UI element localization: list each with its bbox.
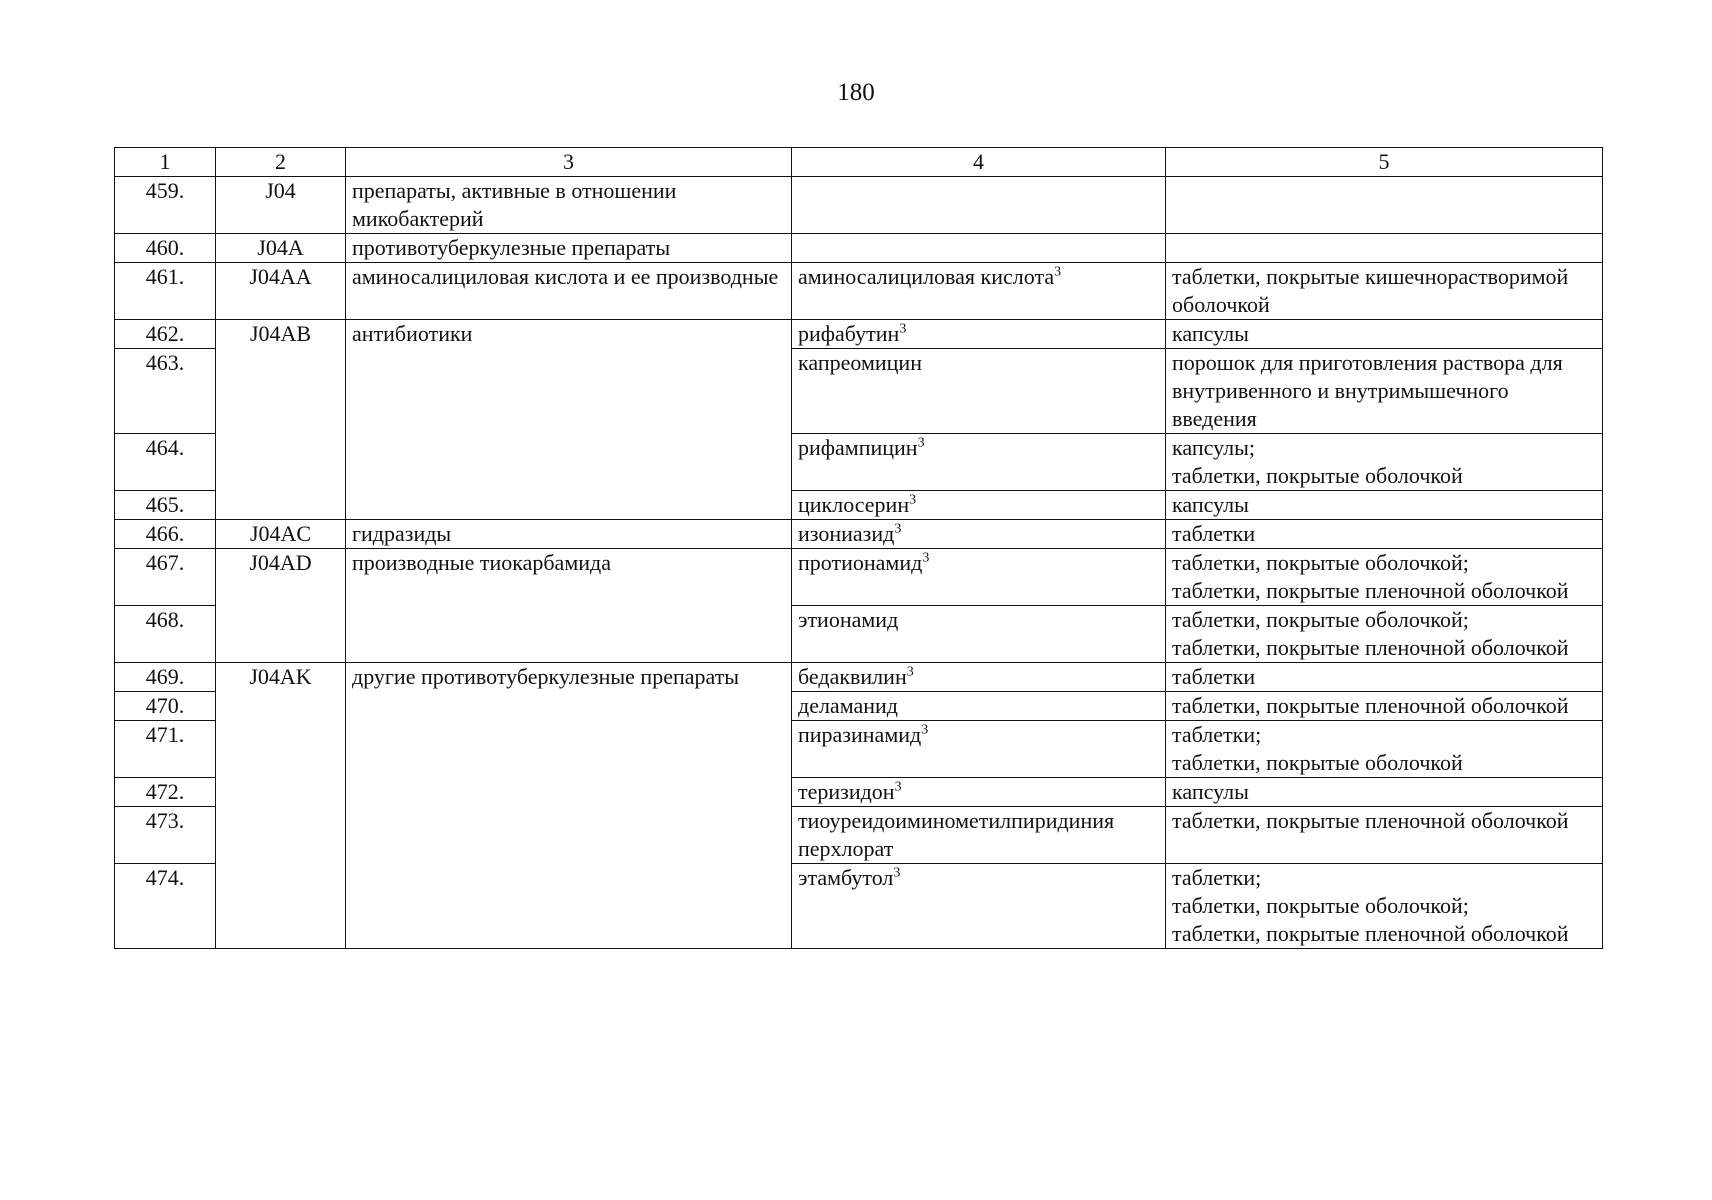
dosage-form-line: таблетки, покрытые оболочкой; <box>1172 607 1469 632</box>
column-header-5: 5 <box>1166 148 1603 177</box>
atc-group-name: антибиотики <box>346 320 792 520</box>
header-row <box>115 148 1603 177</box>
drug-name <box>792 549 1166 606</box>
dosage-form-line: таблетки, покрытые пленочной оболочкой <box>1172 693 1569 718</box>
atc-code: J04A <box>216 234 346 263</box>
dosage-form-line: капсулы <box>1172 779 1249 804</box>
dosage-form-line: капсулы; <box>1172 435 1255 460</box>
footnote-marker: 3 <box>893 865 901 881</box>
row-number: 470. <box>115 692 216 721</box>
atc-code: J04AB <box>216 320 346 520</box>
dosage-forms <box>1166 320 1603 349</box>
drug-name <box>792 520 1166 549</box>
footnote-marker: 3 <box>1054 264 1062 280</box>
dosage-forms <box>1166 520 1603 549</box>
dosage-form-line: таблетки, покрытые пленочной оболочкой <box>1172 808 1569 833</box>
table-body <box>115 177 1603 949</box>
atc-code: J04AC <box>216 520 346 549</box>
dosage-form-line: таблетки <box>1172 521 1256 546</box>
column-header-3: 3 <box>346 148 792 177</box>
dosage-forms <box>1166 864 1603 949</box>
dosage-forms <box>1166 549 1603 606</box>
drug-name-text: этамбутол <box>798 865 894 890</box>
dosage-form-line: порошок для приготовления раствора для внутривенного и внутримышечного введения <box>1172 350 1563 431</box>
table-header <box>115 148 1603 177</box>
dosage-forms <box>1166 491 1603 520</box>
column-header-1: 1 <box>115 148 216 177</box>
dosage-form-line: таблетки, покрытые оболочкой <box>1172 463 1463 488</box>
drug-name <box>792 434 1166 491</box>
drug-name <box>792 263 1166 320</box>
atc-code: J04AA <box>216 263 346 320</box>
drug-name-text: рифампицин <box>798 435 918 460</box>
dosage-forms <box>1166 778 1603 807</box>
drug-name <box>792 663 1166 692</box>
row-number: 464. <box>115 434 216 491</box>
drug-name <box>792 349 1166 434</box>
drug-name <box>792 864 1166 949</box>
dosage-form-line: таблетки, покрытые оболочкой; <box>1172 893 1469 918</box>
dosage-forms <box>1166 177 1603 234</box>
footnote-marker: 3 <box>894 779 902 795</box>
footnote-marker: 3 <box>894 521 902 537</box>
row-number: 460. <box>115 234 216 263</box>
dosage-form-line: капсулы <box>1172 321 1249 346</box>
table-row <box>115 520 1603 549</box>
drug-name <box>792 807 1166 864</box>
drug-table <box>114 147 1603 949</box>
dosage-forms <box>1166 692 1603 721</box>
atc-group-name: другие противотуберкулезные препараты <box>346 663 792 949</box>
atc-group-name: препараты, активные в отношении микобактерий <box>346 177 792 234</box>
row-number: 474. <box>115 864 216 949</box>
column-header-4: 4 <box>792 148 1166 177</box>
row-number: 459. <box>115 177 216 234</box>
atc-group-name: производные тиокарбамида <box>346 549 792 663</box>
table-row <box>115 177 1603 234</box>
table-row <box>115 263 1603 320</box>
row-number: 471. <box>115 721 216 778</box>
dosage-form-line: таблетки, покрытые оболочкой <box>1172 750 1463 775</box>
dosage-forms <box>1166 807 1603 864</box>
footnote-marker: 3 <box>922 550 930 566</box>
drug-name <box>792 234 1166 263</box>
dosage-form-line: таблетки, покрытые пленочной оболочкой <box>1172 578 1569 603</box>
row-number: 468. <box>115 606 216 663</box>
atc-group-name: гидразиды <box>346 520 792 549</box>
row-number: 466. <box>115 520 216 549</box>
table-row <box>115 549 1603 606</box>
atc-code: J04 <box>216 177 346 234</box>
dosage-form-line: таблетки, покрытые пленочной оболочкой <box>1172 921 1569 946</box>
row-number: 463. <box>115 349 216 434</box>
dosage-forms <box>1166 434 1603 491</box>
dosage-form-line: таблетки, покрытые оболочкой; <box>1172 550 1469 575</box>
drug-name-text: аминосалициловая кислота <box>798 264 1055 289</box>
dosage-form-line: таблетки, покрытые пленочной оболочкой <box>1172 635 1569 660</box>
drug-name-text: пиразинамид <box>798 722 922 747</box>
table-row <box>115 663 1603 692</box>
footnote-marker: 3 <box>906 664 914 680</box>
footnote-marker: 3 <box>909 492 917 508</box>
table-row <box>115 320 1603 349</box>
dosage-form-line: таблетки; <box>1172 865 1262 890</box>
drug-name <box>792 721 1166 778</box>
drug-name <box>792 692 1166 721</box>
dosage-forms <box>1166 663 1603 692</box>
drug-name-text: тиоуреидоиминометилпиридиния перхлорат <box>798 808 1115 861</box>
drug-name-text: капреомицин <box>798 350 922 375</box>
dosage-forms <box>1166 349 1603 434</box>
drug-name <box>792 606 1166 663</box>
dosage-form-line: таблетки <box>1172 664 1256 689</box>
drug-name-text: этионамид <box>798 607 899 632</box>
row-number: 469. <box>115 663 216 692</box>
drug-name <box>792 491 1166 520</box>
drug-name-text: деламанид <box>798 693 898 718</box>
row-number: 467. <box>115 549 216 606</box>
drug-name-text: бедаквилин <box>798 664 907 689</box>
dosage-forms <box>1166 606 1603 663</box>
row-number: 462. <box>115 320 216 349</box>
page-number: 180 <box>837 79 875 106</box>
row-number: 472. <box>115 778 216 807</box>
drug-name-text: циклосерин <box>798 492 910 517</box>
dosage-form-line: капсулы <box>1172 492 1249 517</box>
drug-name <box>792 778 1166 807</box>
atc-group-name: противотуберкулезные препараты <box>346 234 792 263</box>
atc-group-name: аминосалициловая кислота и ее производные <box>346 263 792 320</box>
atc-code: J04AK <box>216 663 346 949</box>
row-number: 461. <box>115 263 216 320</box>
dosage-forms <box>1166 263 1603 320</box>
dosage-forms <box>1166 234 1603 263</box>
footnote-marker: 3 <box>921 722 929 738</box>
column-header-2: 2 <box>216 148 346 177</box>
drug-name-text: протионамид <box>798 550 923 575</box>
row-number: 473. <box>115 807 216 864</box>
footnote-marker: 3 <box>917 435 925 451</box>
row-number: 465. <box>115 491 216 520</box>
drug-name-text: рифабутин <box>798 321 900 346</box>
drug-name-text: изониазид <box>798 521 895 546</box>
dosage-form-line: таблетки; <box>1172 722 1262 747</box>
drug-name-text: теризидон <box>798 779 895 804</box>
footnote-marker: 3 <box>899 321 907 337</box>
dosage-form-line: таблетки, покрытые кишечнорастворимой оболочкой <box>1172 264 1569 317</box>
dosage-forms <box>1166 721 1603 778</box>
atc-code: J04AD <box>216 549 346 663</box>
drug-name <box>792 320 1166 349</box>
drug-name <box>792 177 1166 234</box>
table-row <box>115 234 1603 263</box>
